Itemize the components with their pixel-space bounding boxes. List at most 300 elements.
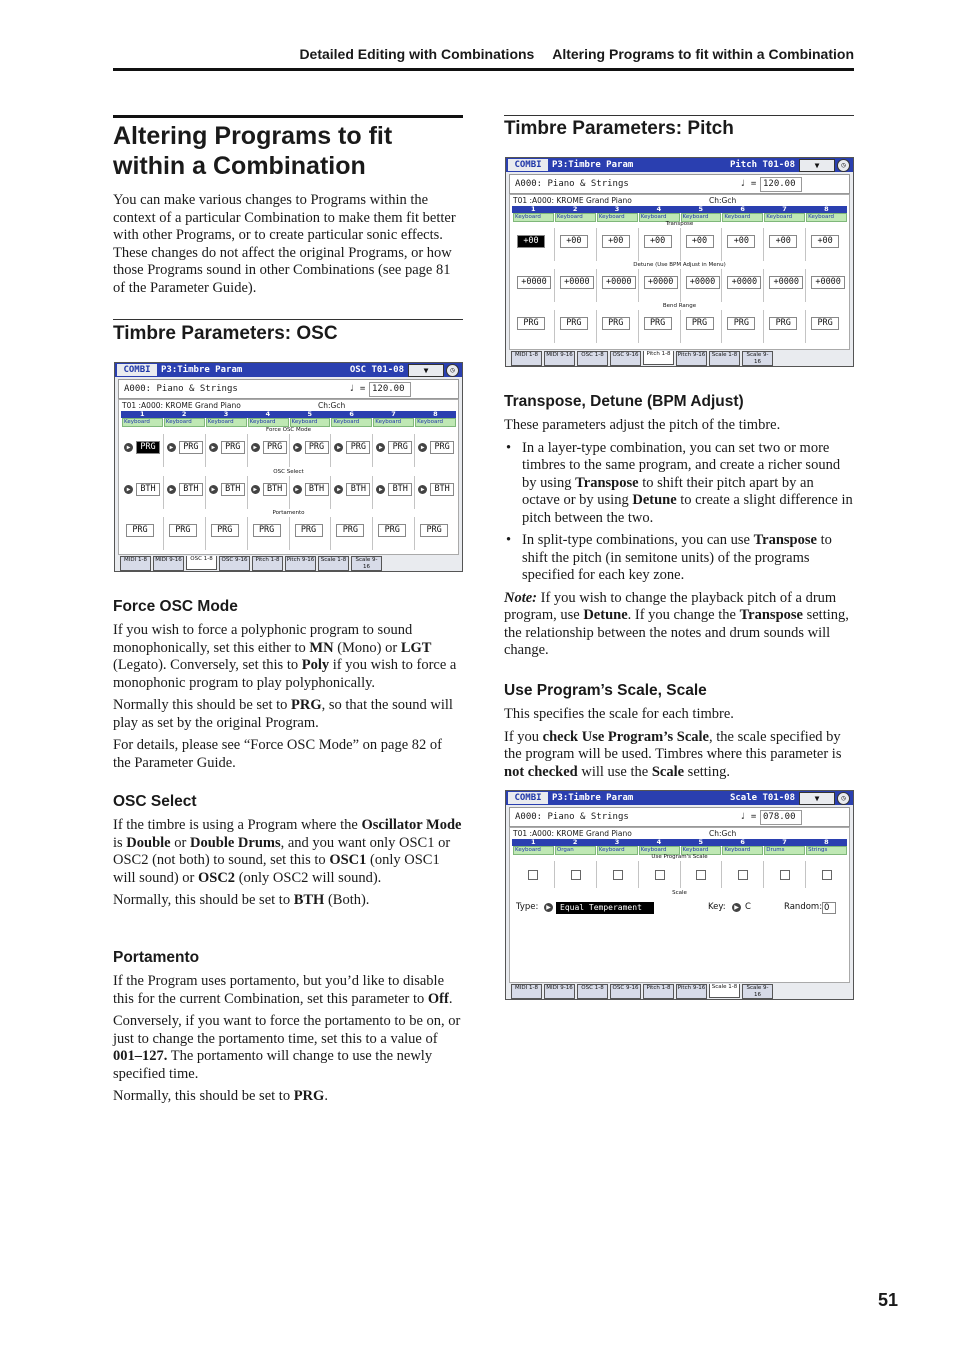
lcd-param-value[interactable]: +00 bbox=[769, 235, 797, 248]
popup-arrow-icon[interactable]: ▶ bbox=[167, 443, 176, 452]
timbre-number: 3 bbox=[614, 205, 620, 213]
lcd-menu-button[interactable]: ▼ bbox=[799, 792, 835, 805]
lcd-param-value[interactable]: +0000 bbox=[811, 276, 845, 289]
timbre-number: 8 bbox=[433, 410, 438, 418]
lcd-param-cell bbox=[721, 310, 764, 343]
osc-select-section bbox=[113, 793, 463, 910]
lcd-param-cell bbox=[121, 476, 163, 509]
scale-key-value[interactable]: C bbox=[745, 902, 751, 912]
lcd-tab[interactable]: MIDI 9-16 bbox=[544, 351, 575, 366]
timbre-category: Keyboard bbox=[555, 213, 596, 222]
lcd-subpage-label: OSC T01-08 bbox=[349, 365, 404, 375]
timbre-number: 7 bbox=[391, 410, 396, 418]
lcd-param-cell bbox=[205, 517, 248, 550]
lcd-param-value[interactable]: +00 bbox=[560, 235, 588, 248]
lcd-menu-button[interactable]: ▼ bbox=[799, 159, 835, 172]
lcd-param-value[interactable]: +0000 bbox=[602, 276, 636, 289]
lcd-param-value[interactable]: BTH bbox=[346, 483, 370, 496]
lcd-param-value[interactable]: +0000 bbox=[727, 276, 761, 289]
osc-rule bbox=[113, 319, 463, 320]
popup-arrow-icon[interactable]: ▶ bbox=[376, 485, 385, 494]
timbre-category: Keyboard bbox=[764, 213, 805, 222]
lcd-timbre-name: T01 :A000: KROME Grand Piano bbox=[513, 196, 632, 205]
lcd-timbre-numbers bbox=[512, 839, 847, 846]
lcd-param-value[interactable]: PRG bbox=[295, 524, 323, 537]
lcd-param-value[interactable]: PRG bbox=[126, 524, 154, 537]
transpose-bullet-2: • In split-type combinations, you can use Transpose to shift the pitch (in semitone units) of the programs specified for each key zone. bbox=[504, 532, 854, 585]
popup-arrow-icon[interactable]: ▶ bbox=[732, 903, 741, 912]
lcd-param-cell bbox=[289, 517, 332, 550]
lcd-param-cell bbox=[289, 476, 332, 509]
lcd-param-cell bbox=[512, 310, 554, 343]
popup-arrow-icon[interactable]: ▶ bbox=[376, 443, 385, 452]
popup-arrow-icon[interactable]: ▶ bbox=[544, 903, 553, 912]
lcd-tab[interactable]: OSC 9-16 bbox=[219, 556, 250, 571]
lcd-page-tabs bbox=[509, 351, 850, 365]
lcd-param-cell bbox=[805, 269, 848, 302]
timbre-number: 5 bbox=[307, 410, 312, 418]
lcd-page-label: P3:Timbre Param bbox=[552, 793, 634, 803]
lcd-param-row bbox=[512, 221, 847, 261]
popup-arrow-icon[interactable]: ▶ bbox=[209, 443, 218, 452]
lcd-param-value[interactable]: PRG bbox=[686, 317, 714, 330]
lcd-body bbox=[509, 827, 850, 983]
lcd-program-bar[interactable] bbox=[509, 807, 850, 827]
lcd-param-cell bbox=[680, 269, 723, 302]
lcd-tab[interactable]: Scale 1-8 bbox=[318, 556, 349, 571]
lcd-param-value[interactable]: PRG bbox=[346, 441, 370, 454]
lcd-tab[interactable]: Pitch 1-8 bbox=[252, 556, 283, 571]
lcd-param-value[interactable]: +0000 bbox=[517, 276, 551, 289]
lcd-page-label: P3:Timbre Param bbox=[161, 365, 243, 375]
lcd-tab[interactable]: MIDI 1-8 bbox=[511, 351, 542, 366]
timbre-number: 2 bbox=[572, 205, 578, 213]
lcd-param-value[interactable]: PRG bbox=[179, 441, 203, 454]
lcd-param-cell bbox=[205, 476, 248, 509]
clock-icon: ◷ bbox=[837, 792, 850, 805]
lcd-param-value[interactable]: PRG bbox=[221, 441, 245, 454]
timbre-number: 6 bbox=[740, 205, 745, 213]
use-scale-checkbox[interactable] bbox=[528, 870, 538, 880]
lcd-param-label: Force OSC Mode bbox=[265, 427, 312, 433]
lcd-scale-label: Scale bbox=[672, 890, 687, 896]
scale-random-value[interactable]: 0 bbox=[822, 902, 836, 914]
lcd-param-cell bbox=[680, 310, 723, 343]
lcd-tab[interactable]: OSC 9-16 bbox=[610, 984, 641, 999]
lcd-menu-button[interactable]: ▼ bbox=[408, 364, 444, 377]
transpose-bullet-1: • In a layer-type combination, you can set two or more timbres to the same program, and create a richer sound by using Transpose to shift their pitch apart by an octave or by using Detune to create a slight difference in pitch between the two. bbox=[504, 440, 854, 528]
lcd-param-cell bbox=[638, 861, 681, 888]
timbre-category: Keyboard bbox=[681, 213, 722, 222]
lcd-param-value[interactable]: PRG bbox=[378, 524, 406, 537]
timbre-category: Strings bbox=[806, 846, 847, 855]
lcd-param-value[interactable]: PRG bbox=[517, 317, 545, 330]
lcd-param-cell bbox=[414, 434, 457, 467]
lcd-param-label: Use Program's Scale bbox=[651, 854, 708, 860]
popup-arrow-icon[interactable]: ▶ bbox=[293, 485, 302, 494]
timbre-category: Keyboard bbox=[639, 213, 680, 222]
lcd-program-name: A000: Piano & Strings bbox=[515, 812, 629, 822]
lcd-title-bar bbox=[506, 158, 853, 172]
lcd-tab[interactable]: MIDI 9-16 bbox=[544, 984, 575, 999]
timbre-category: Keyboard bbox=[331, 418, 372, 427]
pitch-rule bbox=[504, 115, 854, 116]
force-osc-section bbox=[113, 598, 463, 772]
lcd-param-value[interactable]: +0000 bbox=[686, 276, 720, 289]
timbre-category: Keyboard bbox=[513, 213, 554, 222]
lcd-param-value[interactable]: PRG bbox=[727, 317, 755, 330]
lcd-param-label: Bend Range bbox=[662, 303, 697, 309]
lcd-param-value[interactable]: PRG bbox=[136, 441, 160, 454]
page-title bbox=[113, 121, 463, 181]
lcd-param-cell bbox=[512, 861, 554, 888]
scale-p1: This specifies the scale for each timbre. bbox=[504, 706, 734, 722]
lcd-param-cell bbox=[596, 228, 639, 261]
lcd-param-cell bbox=[721, 269, 764, 302]
lcd-param-value[interactable]: PRG bbox=[644, 317, 672, 330]
lcd-tab[interactable]: Scale 9-16 bbox=[351, 556, 382, 571]
clock-icon: ◷ bbox=[446, 364, 459, 377]
lcd-program-name: A000: Piano & Strings bbox=[515, 179, 629, 189]
lcd-param-label: Portamento bbox=[272, 510, 305, 516]
lcd-param-cell bbox=[512, 228, 554, 261]
force-osc-p3: For details, please see “Force OSC Mode” on page 82 of the Parameter Guide. bbox=[113, 737, 442, 771]
lcd-subpage-label: Scale T01-08 bbox=[729, 793, 795, 803]
popup-arrow-icon[interactable]: ▶ bbox=[293, 443, 302, 452]
lcd-param-value[interactable]: PRG bbox=[388, 441, 412, 454]
timbre-category: Keyboard bbox=[164, 418, 205, 427]
lcd-param-value[interactable]: +00 bbox=[602, 235, 630, 248]
lcd-title-bar bbox=[506, 791, 853, 805]
timbre-number: 2 bbox=[572, 838, 578, 846]
timbre-category: Organ bbox=[555, 846, 596, 855]
lcd-param-cell bbox=[289, 434, 332, 467]
timbre-number: 7 bbox=[782, 838, 787, 846]
lcd-param-row bbox=[121, 469, 456, 509]
timbre-number: 1 bbox=[139, 410, 145, 418]
lcd-page-tabs bbox=[118, 556, 459, 570]
timbre-number: 1 bbox=[530, 205, 536, 213]
timbre-category: Keyboard bbox=[681, 846, 722, 855]
transpose-p1: These parameters adjust the pitch of the timbre. bbox=[504, 417, 781, 433]
lcd-tempo-value[interactable]: 078.00 bbox=[760, 810, 802, 825]
pitch-heading: Timbre Parameters: Pitch bbox=[504, 118, 734, 139]
lcd-channel: Ch:Gch bbox=[709, 829, 737, 838]
lcd-tempo-value[interactable]: 120.00 bbox=[369, 382, 411, 397]
lcd-tab[interactable]: Pitch 9-16 bbox=[676, 351, 707, 366]
lcd-param-cell bbox=[512, 269, 554, 302]
portamento-heading: Portamento bbox=[113, 949, 200, 966]
lcd-param-cell bbox=[680, 228, 723, 261]
lcd-param-value[interactable]: PRG bbox=[263, 441, 287, 454]
timbre-category: Keyboard bbox=[597, 213, 638, 222]
popup-arrow-icon[interactable]: ▶ bbox=[334, 485, 343, 494]
timbre-number: 3 bbox=[223, 410, 229, 418]
lcd-param-cell bbox=[163, 434, 206, 467]
lcd-timbre-info bbox=[513, 829, 737, 838]
timbre-category: Keyboard bbox=[206, 418, 247, 427]
transpose-note: Note: If you wish to change the playback pitch of a drum program, use Detune. If you change the Transpose setting, the relationship between the notes and drum sounds will change. bbox=[504, 589, 849, 658]
lcd-timbre-info bbox=[122, 401, 346, 410]
lcd-page-label: P3:Timbre Param bbox=[552, 160, 634, 170]
scale-heading: Use Program’s Scale, Scale bbox=[504, 682, 707, 699]
lcd-param-cell bbox=[680, 861, 723, 888]
lcd-param-value[interactable]: BTH bbox=[430, 483, 454, 496]
timbre-number: 1 bbox=[530, 838, 536, 846]
lcd-tab[interactable]: MIDI 9-16 bbox=[153, 556, 184, 571]
title-rule bbox=[113, 115, 463, 118]
lcd-param-value[interactable]: +00 bbox=[811, 235, 839, 248]
lcd-title-bar bbox=[115, 363, 462, 377]
lcd-param-row bbox=[121, 427, 456, 467]
page-title-line1: Altering Programs to fit bbox=[113, 122, 393, 150]
lcd-categories bbox=[512, 846, 847, 854]
lcd-program-bar[interactable] bbox=[509, 174, 850, 194]
lcd-param-cell bbox=[805, 861, 848, 888]
lcd-tab[interactable]: MIDI 1-8 bbox=[120, 556, 151, 571]
lcd-param-cell bbox=[163, 476, 206, 509]
scale-key-label: Key: bbox=[708, 902, 726, 912]
running-header bbox=[113, 46, 854, 71]
scale-type-label: Type: bbox=[516, 902, 539, 912]
lcd-param-cell bbox=[554, 310, 597, 343]
popup-arrow-icon[interactable]: ▶ bbox=[251, 485, 260, 494]
page-title-line2: within a Combination bbox=[113, 152, 366, 180]
popup-arrow-icon[interactable]: ▶ bbox=[418, 443, 427, 452]
lcd-mode-label: COMBI bbox=[508, 159, 548, 171]
osc-select-p1: If the timbre is using a Program where the Oscillator Mode is Double or Double Drums, and you want only OSC1 or OSC2 (not both) to sound, set this to OSC1 (only OSC1 will sound) or OSC2 (only OSC2 will sound). bbox=[113, 817, 462, 886]
lcd-param-value[interactable]: PRG bbox=[420, 524, 448, 537]
lcd-tab[interactable]: Pitch 1-8 bbox=[643, 351, 674, 365]
timbre-number: 8 bbox=[824, 838, 829, 846]
lcd-tab[interactable]: Scale 9-16 bbox=[742, 984, 773, 999]
lcd-scale-screen bbox=[505, 790, 854, 1000]
lcd-param-value[interactable]: PRG bbox=[602, 317, 630, 330]
lcd-param-value[interactable]: PRG bbox=[211, 524, 239, 537]
lcd-param-cell bbox=[372, 517, 415, 550]
lcd-param-cell bbox=[763, 228, 806, 261]
lcd-tab[interactable]: OSC 1-8 bbox=[577, 351, 608, 366]
lcd-param-value[interactable]: +0000 bbox=[769, 276, 803, 289]
timbre-category: Keyboard bbox=[722, 846, 763, 855]
lcd-param-value[interactable]: BTH bbox=[388, 483, 412, 496]
lcd-param-cell bbox=[554, 861, 597, 888]
lcd-mode-label: COMBI bbox=[117, 364, 157, 376]
lcd-param-value[interactable]: PRG bbox=[811, 317, 839, 330]
timbre-category: Drums bbox=[764, 846, 805, 855]
lcd-param-row bbox=[121, 510, 456, 550]
portamento-p3: Normally, this should be set to PRG. bbox=[113, 1088, 328, 1104]
scale-random-label: Random: bbox=[784, 902, 823, 912]
lcd-program-name: A000: Piano & Strings bbox=[124, 384, 238, 394]
lcd-param-value[interactable]: PRG bbox=[169, 524, 197, 537]
force-osc-p2: Normally this should be set to PRG, so that the sound will play as set by the original Program. bbox=[113, 697, 453, 731]
lcd-tab[interactable]: Pitch 9-16 bbox=[676, 984, 707, 999]
popup-arrow-icon[interactable]: ▶ bbox=[124, 485, 133, 494]
use-scale-checkbox[interactable] bbox=[696, 870, 706, 880]
lcd-param-value[interactable]: BTH bbox=[221, 483, 245, 496]
timbre-number: 5 bbox=[698, 205, 703, 213]
timbre-number: 4 bbox=[656, 838, 662, 846]
lcd-param-value[interactable]: +00 bbox=[686, 235, 714, 248]
lcd-param-cell bbox=[638, 310, 681, 343]
lcd-param-value[interactable]: +00 bbox=[644, 235, 672, 248]
intro-paragraph: You can make various changes to Programs within the context of a particular Combination to make them fit better with other Programs, or to create particular sonic effects. These changes do not affect the original Programs, or how those Programs sound in other Combinations (see page 81 of the Parameter Guide). bbox=[113, 192, 456, 296]
scale-p2: If you check Use Program’s Scale, the scale specified by the program will be used. Timbres where this parameter is not checked will use the Scale setting. bbox=[504, 728, 842, 780]
timbre-number: 6 bbox=[740, 838, 745, 846]
popup-arrow-icon[interactable]: ▶ bbox=[418, 485, 427, 494]
lcd-channel: Ch:Gch bbox=[709, 196, 737, 205]
lcd-timbre-numbers bbox=[512, 206, 847, 213]
lcd-param-value[interactable]: BTH bbox=[136, 483, 160, 496]
lcd-param-label: OSC Select bbox=[273, 469, 304, 475]
lcd-channel: Ch:Gch bbox=[318, 401, 346, 410]
lcd-param-cell bbox=[596, 310, 639, 343]
popup-arrow-icon[interactable]: ▶ bbox=[209, 485, 218, 494]
timbre-category: Keyboard bbox=[122, 418, 163, 427]
lcd-program-bar[interactable] bbox=[118, 379, 459, 399]
lcd-tab[interactable]: Scale 1-8 bbox=[709, 984, 740, 998]
timbre-number: 8 bbox=[824, 205, 829, 213]
lcd-use-scale-row bbox=[512, 854, 847, 888]
lcd-param-value[interactable]: +00 bbox=[727, 235, 755, 248]
lcd-param-row bbox=[512, 262, 847, 302]
timbre-number: 3 bbox=[614, 838, 620, 846]
lcd-param-cell bbox=[205, 434, 248, 467]
popup-arrow-icon[interactable]: ▶ bbox=[334, 443, 343, 452]
lcd-param-cell bbox=[121, 517, 163, 550]
force-osc-heading: Force OSC Mode bbox=[113, 598, 238, 615]
lcd-param-cell bbox=[554, 228, 597, 261]
lcd-param-value[interactable]: +0000 bbox=[644, 276, 678, 289]
osc-select-p2: Normally, this should be set to BTH (Both). bbox=[113, 892, 370, 908]
lcd-param-cell bbox=[121, 434, 163, 467]
lcd-timbre-numbers bbox=[121, 411, 456, 418]
lcd-tab[interactable]: OSC 9-16 bbox=[610, 351, 641, 366]
timbre-number: 4 bbox=[265, 410, 271, 418]
use-scale-checkbox[interactable] bbox=[571, 870, 581, 880]
lcd-param-value[interactable]: PRG bbox=[305, 441, 329, 454]
osc-select-heading: OSC Select bbox=[113, 793, 197, 810]
lcd-param-value[interactable]: +00 bbox=[517, 235, 545, 248]
lcd-param-value[interactable]: PRG bbox=[769, 317, 797, 330]
timbre-category: Keyboard bbox=[248, 418, 289, 427]
lcd-param-value[interactable]: PRG bbox=[253, 524, 281, 537]
lcd-param-cell bbox=[414, 476, 457, 509]
transpose-heading: Transpose, Detune (BPM Adjust) bbox=[504, 393, 744, 410]
lcd-param-value[interactable]: BTH bbox=[179, 483, 203, 496]
lcd-tab[interactable]: OSC 1-8 bbox=[186, 556, 217, 570]
lcd-param-cell bbox=[554, 269, 597, 302]
timbre-category: Keyboard bbox=[639, 846, 680, 855]
lcd-param-value[interactable]: BTH bbox=[263, 483, 287, 496]
lcd-param-cell bbox=[596, 861, 639, 888]
timbre-category: Keyboard bbox=[597, 846, 638, 855]
lcd-param-cell bbox=[330, 517, 373, 550]
lcd-param-cell bbox=[596, 269, 639, 302]
lcd-tempo-label: ♩ = bbox=[740, 812, 757, 822]
lcd-tempo-value[interactable]: 120.00 bbox=[760, 177, 802, 192]
osc-heading: Timbre Parameters: OSC bbox=[113, 323, 338, 344]
popup-arrow-icon[interactable]: ▶ bbox=[251, 443, 260, 452]
use-scale-checkbox[interactable] bbox=[780, 870, 790, 880]
lcd-param-cell bbox=[330, 434, 373, 467]
lcd-osc-screen bbox=[114, 362, 463, 572]
lcd-param-cell bbox=[805, 228, 848, 261]
lcd-param-cell bbox=[763, 310, 806, 343]
lcd-page-tabs bbox=[509, 984, 850, 998]
use-scale-checkbox[interactable] bbox=[613, 870, 623, 880]
timbre-number: 6 bbox=[349, 410, 354, 418]
lcd-param-label: Transpose bbox=[665, 221, 694, 227]
lcd-subpage-label: Pitch T01-08 bbox=[729, 160, 795, 170]
lcd-body bbox=[118, 399, 459, 555]
popup-arrow-icon[interactable]: ▶ bbox=[124, 443, 133, 452]
lcd-tab[interactable]: Scale 9-16 bbox=[742, 351, 773, 366]
timbre-category: Keyboard bbox=[415, 418, 456, 427]
timbre-category: Keyboard bbox=[373, 418, 414, 427]
lcd-timbre-info bbox=[513, 196, 737, 205]
lcd-param-cell bbox=[163, 517, 206, 550]
lcd-categories bbox=[512, 213, 847, 221]
lcd-param-cell bbox=[763, 269, 806, 302]
use-scale-checkbox[interactable] bbox=[822, 870, 832, 880]
lcd-param-cell bbox=[721, 861, 764, 888]
lcd-timbre-name: T01 :A000: KROME Grand Piano bbox=[513, 829, 632, 838]
lcd-tab[interactable]: Pitch 1-8 bbox=[643, 984, 674, 999]
header-section: Altering Programs to fit within a Combination bbox=[552, 46, 854, 62]
timbre-category: Keyboard bbox=[290, 418, 331, 427]
lcd-param-cell bbox=[721, 228, 764, 261]
timbre-category: Keyboard bbox=[806, 213, 847, 222]
use-scale-checkbox[interactable] bbox=[655, 870, 665, 880]
lcd-param-cell bbox=[372, 476, 415, 509]
lcd-param-value[interactable]: +0000 bbox=[560, 276, 594, 289]
lcd-param-label: Detune (Use BPM Adjust in Menu) bbox=[633, 262, 726, 268]
timbre-number: 2 bbox=[181, 410, 187, 418]
timbre-number: 5 bbox=[698, 838, 703, 846]
lcd-param-cell bbox=[372, 434, 415, 467]
lcd-param-value[interactable]: PRG bbox=[430, 441, 454, 454]
lcd-param-cell bbox=[330, 476, 373, 509]
timbre-category: Keyboard bbox=[513, 846, 554, 855]
lcd-timbre-name: T01 :A000: KROME Grand Piano bbox=[122, 401, 241, 410]
lcd-tab[interactable]: MIDI 1-8 bbox=[511, 984, 542, 999]
lcd-param-value[interactable]: PRG bbox=[336, 524, 364, 537]
use-scale-checkbox[interactable] bbox=[738, 870, 748, 880]
lcd-param-cell bbox=[638, 228, 681, 261]
lcd-tab[interactable]: Scale 1-8 bbox=[709, 351, 740, 366]
transpose-section bbox=[504, 393, 854, 660]
portamento-section bbox=[113, 949, 463, 1106]
lcd-param-value[interactable]: PRG bbox=[560, 317, 588, 330]
timbre-number: 4 bbox=[656, 205, 662, 213]
lcd-tempo-label: ♩ = bbox=[740, 179, 757, 189]
scale-section bbox=[504, 682, 854, 781]
transpose-bullets bbox=[504, 440, 854, 585]
lcd-tab[interactable]: OSC 1-8 bbox=[577, 984, 608, 999]
scale-type-value[interactable]: Equal Temperament bbox=[556, 902, 654, 914]
lcd-param-cell bbox=[247, 476, 290, 509]
lcd-param-cell bbox=[414, 517, 457, 550]
lcd-body bbox=[509, 194, 850, 350]
lcd-param-value[interactable]: BTH bbox=[305, 483, 329, 496]
popup-arrow-icon[interactable]: ▶ bbox=[167, 485, 176, 494]
lcd-param-cell bbox=[638, 269, 681, 302]
timbre-number: 7 bbox=[782, 205, 787, 213]
portamento-p1: If the Program uses portamento, but you’d like to disable this for the current Combination, set this parameter to Off. bbox=[113, 973, 453, 1007]
lcd-tab[interactable]: Pitch 9-16 bbox=[285, 556, 316, 571]
